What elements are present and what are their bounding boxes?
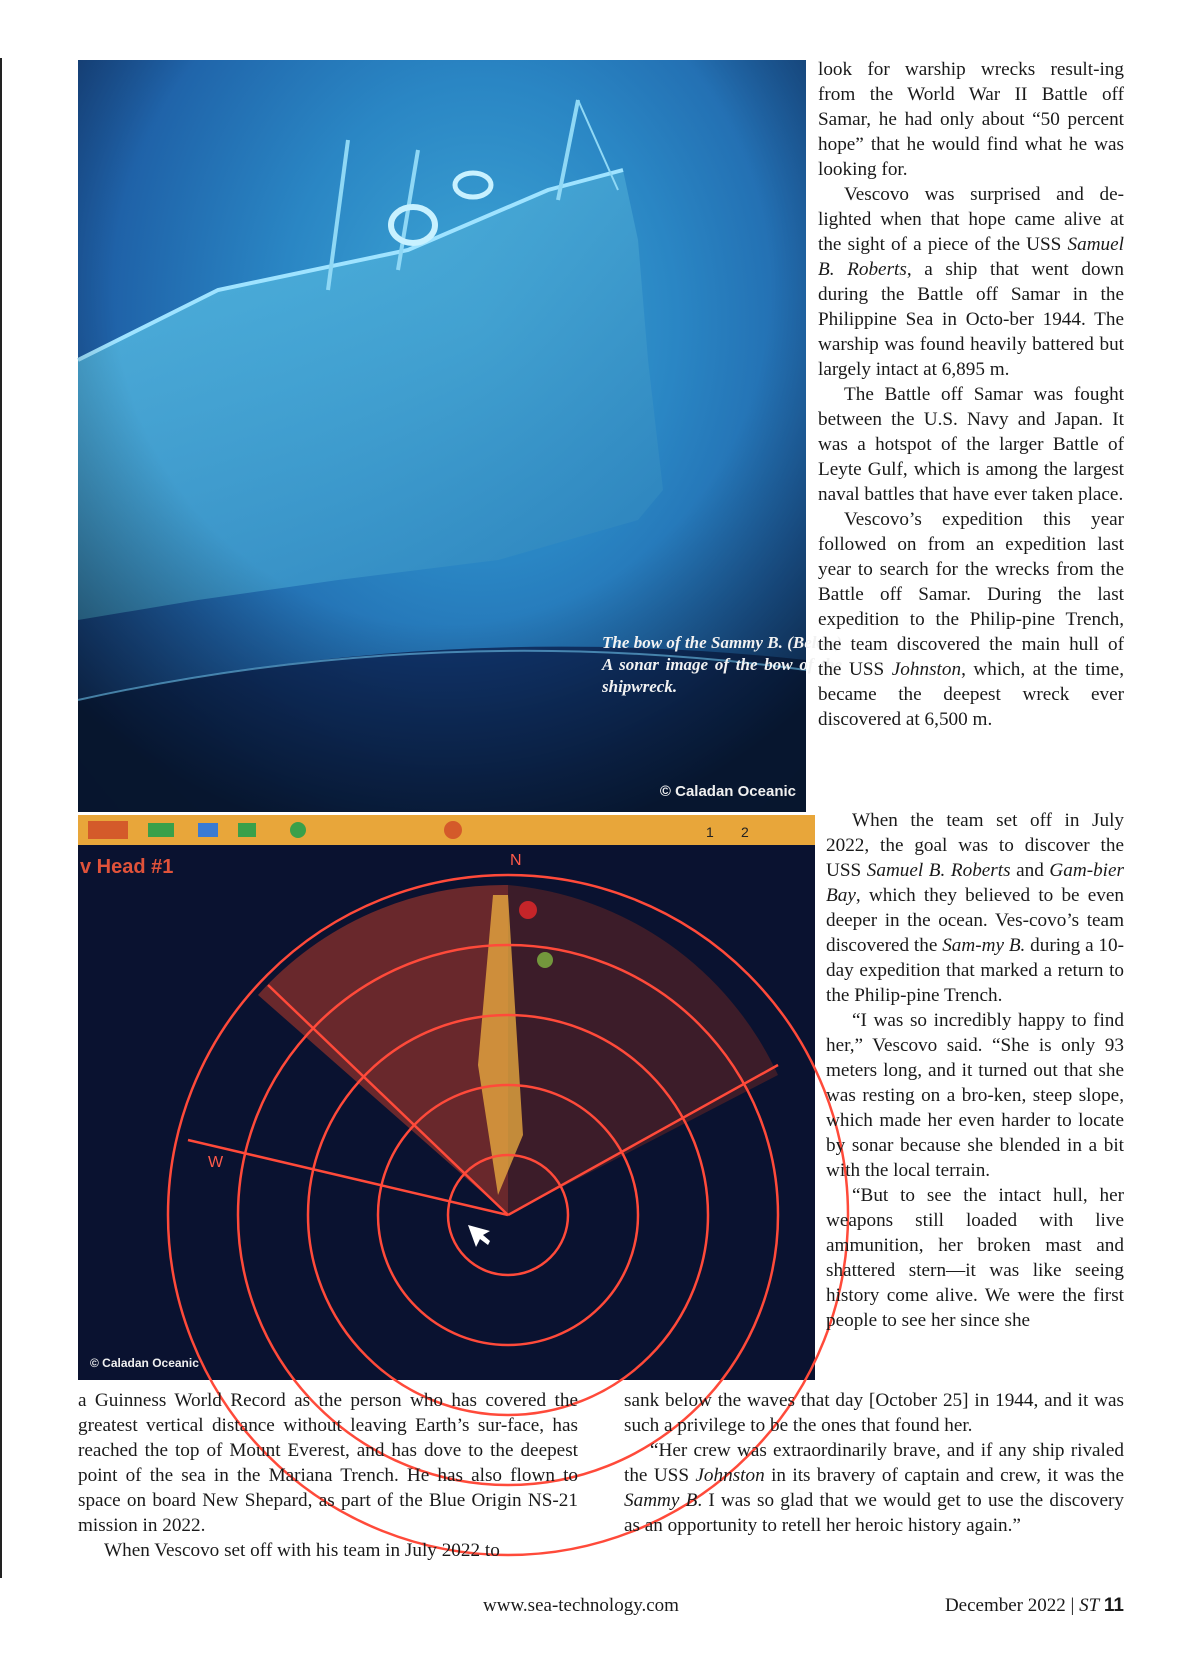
footer-date: December 2022 | [944,1595,1075,1616]
article-paragraph: “But to see the intact hull, her weapons still loaded with live ammunition, her broken mast and shattered stern—it was like seeing history come alive. We were the first people to see her since she [826,1185,1124,1331]
footer-magazine: ST [1079,1595,1100,1616]
shipwreck-bow-photo [78,60,842,812]
article-column-right-lower [826,808,1124,1333]
page-edge-rule [0,58,2,1578]
sonar-display-illustration [78,815,815,1380]
shipwreck-bow-illustration [78,60,806,812]
footer-website[interactable]: www.sea-technology.com [483,1595,679,1616]
article-paragraph: Vescovo was surprised and de-lighted when that hope came alive at the sight of a piece of the USS Samuel B. Roberts, a ship that went down during the Battle off Samar in the Philippine Sea in Octo-ber 1944. The warship was found heavily battered but largely intact at 6,895 m. [818,184,1124,380]
sonar-header-label: v Head #1 [80,856,174,878]
article-paragraph: “Her crew was extraordinarily brave, and if any ship rivaled the USS Johnston in its bravery of captain and crew, it was the Sammy B. I was so glad that we would get to use the discovery as an opportunity to retell her heroic history again.” [624,1440,1124,1536]
article-column-mid-bottom [624,1388,1124,1538]
article-paragraph: When the team set off in July 2022, the goal was to discover the USS Samuel B. Roberts and Gam-bier Bay, which they believed to be even deeper in the ocean. Ves-covo’s team discovered the Sam-my B. during a 10-day expedition that marked a return to the Philip-pine Trench. [826,810,1125,1006]
article-paragraph: sank below the waves that day [October 25] in 1944, and it was such a privilege to be the ones that found her. [624,1390,1124,1436]
photo-credit: © Caladan Oceanic [659,783,796,800]
sonar-north-label: N [510,852,522,869]
article-paragraph: Vescovo’s expedition this year followed on from an expedition last year to search for the wrecks from the Battle off Samar. During the last expedition to the Philip-pine Trench, the team discovered the main hull of the USS Johnston, which, at the time, became the deepest wreck ever discovered at 6,500 m. [818,509,1124,730]
article-paragraph: look for warship wrecks result-ing from the World War II Battle off Samar, he had only about “50 percent hope” that he would find what he was looking for. [818,59,1124,180]
sonar-west-label: W [208,1154,224,1171]
article-column-right-upper [818,57,1124,732]
sonar-toolbar-2: 2 [741,824,749,840]
photo-caption: The bow of the Sammy B. (Below) A sonar image of the bow of the shipwreck. [602,633,842,696]
sonar-toolbar-1: 1 [706,824,714,840]
article-column-left-bottom [78,1388,578,1563]
footer-issue [945,1595,1124,1617]
page-number: 11 [1103,1595,1124,1616]
article-paragraph: “I was so incredibly happy to find her,” Vescovo said. “She is only 93 meters long, and it turned out that she was resting on a bro-ken, steep slope, which made her even harder to locate by sonar because she blended in a bit with the local terrain. [826,1010,1124,1181]
article-paragraph: When Vescovo set off with his team in July 2022 to [104,1540,500,1561]
sonar-image-photo [78,815,815,1380]
article-paragraph: The Battle off Samar was fought between the U.S. Navy and Japan. It was a hotspot of the larger Battle of Leyte Gulf, which is among the largest naval battles that have ever taken place. [818,384,1124,505]
photo-credit-sonar: © Caladan Oceanic [90,1356,199,1370]
article-paragraph: a Guinness World Record as the person who has covered the greatest vertical distance without leaving Earth’s sur-face, has reached the top of Mount Everest, and has dove to the deepest point of the sea in the Mariana Trench. He has also flown to space on board New Shepard, as part of the Blue Origin NS-21 mission in 2022. [78,1390,578,1536]
